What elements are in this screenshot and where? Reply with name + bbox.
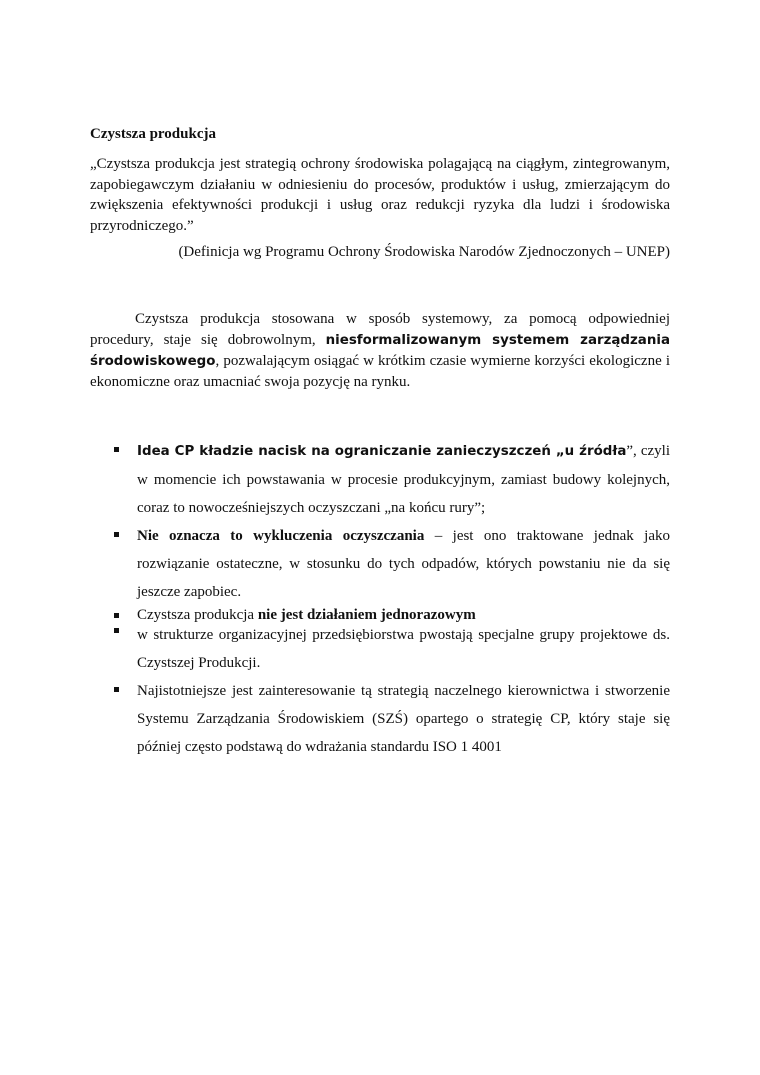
document-content (90, 124, 670, 761)
list-item (90, 677, 670, 761)
bullet-square-icon (114, 687, 119, 692)
bullet-text: ”, czyli w momencie ich powstawania w procesie produkcyjnym, zamiast budowy kolejnych, coraz to nowocześniejszych oczyszczani „na końcu rury”; (137, 443, 670, 516)
list-item (90, 621, 670, 677)
definition-source: (Definicja wg Programu Ochrony Środowiska Narodów Zjednoczonych – UNEP) (178, 244, 670, 260)
bullet-bold: Idea CP kładzie nacisk na ograniczanie zanieczyszczeń „u źródła (137, 444, 627, 459)
bullet-text: Najistotniejsze jest zainteresowanie tą strategią naczelnego kierownictwa i stworzenie Systemu Zarządzania Środowiskiem (SZŚ) opartego o strategię CP, który staje się później często podstawą do wdrażania standardu ISO 1 4001 (137, 683, 670, 755)
section-title: Czystsza produkcja (90, 126, 216, 142)
bullet-text: – jest ono traktowane jednak jako rozwiązanie ostateczne, w stosunku do tych odpadów, których powstaniu nie da się jeszcze zapobiec. (137, 528, 670, 600)
paragraph-bold: niesformalizowanym systemem zarządzania środowiskowego (90, 333, 670, 369)
bullet-square-icon (114, 613, 119, 618)
bullet-bold: nie jest działaniem jednorazowym (257, 607, 476, 623)
definition-quote: „Czystsza produkcja jest strategią ochrony środowiska polagającą na ciągłym, zintegrowanym, zapobiegawczym działaniu w odniesieniu do procesów, produktów i usług, zmierzającym do zwiększenia efektywności produkcji i usług oraz redukcji ryzyka dla ludzi i środowiska przyrodniczego.” (90, 156, 670, 234)
bullet-text: Czystsza produkcja (137, 607, 258, 623)
body-paragraph (90, 309, 670, 393)
bullet-square-icon (114, 532, 119, 537)
paragraph-text-2: , pozwalającym osiągać w krótkim czasie wymierne korzyści ekologiczne i ekonomiczne oraz umacniać swoja pozycję na rynku. (90, 353, 670, 390)
bullet-bold: Nie oznacza to wykluczenia oczyszczania (137, 528, 425, 544)
list-item (90, 437, 670, 522)
bullet-square-icon (114, 628, 119, 633)
bullet-square-icon (114, 447, 119, 452)
bullet-text: w strukturze organizacyjnej przedsiębiorstwa pwostają specjalne grupy projektowe ds. Czystszej Produkcji. (137, 627, 670, 671)
list-item (90, 522, 670, 606)
paragraph-text-1: Czystsza produkcja stosowana w sposób systemowy, za pomocą odpowiedniej procedury, staje się dobrowolnym, (90, 311, 670, 348)
bullet-list (90, 437, 670, 761)
